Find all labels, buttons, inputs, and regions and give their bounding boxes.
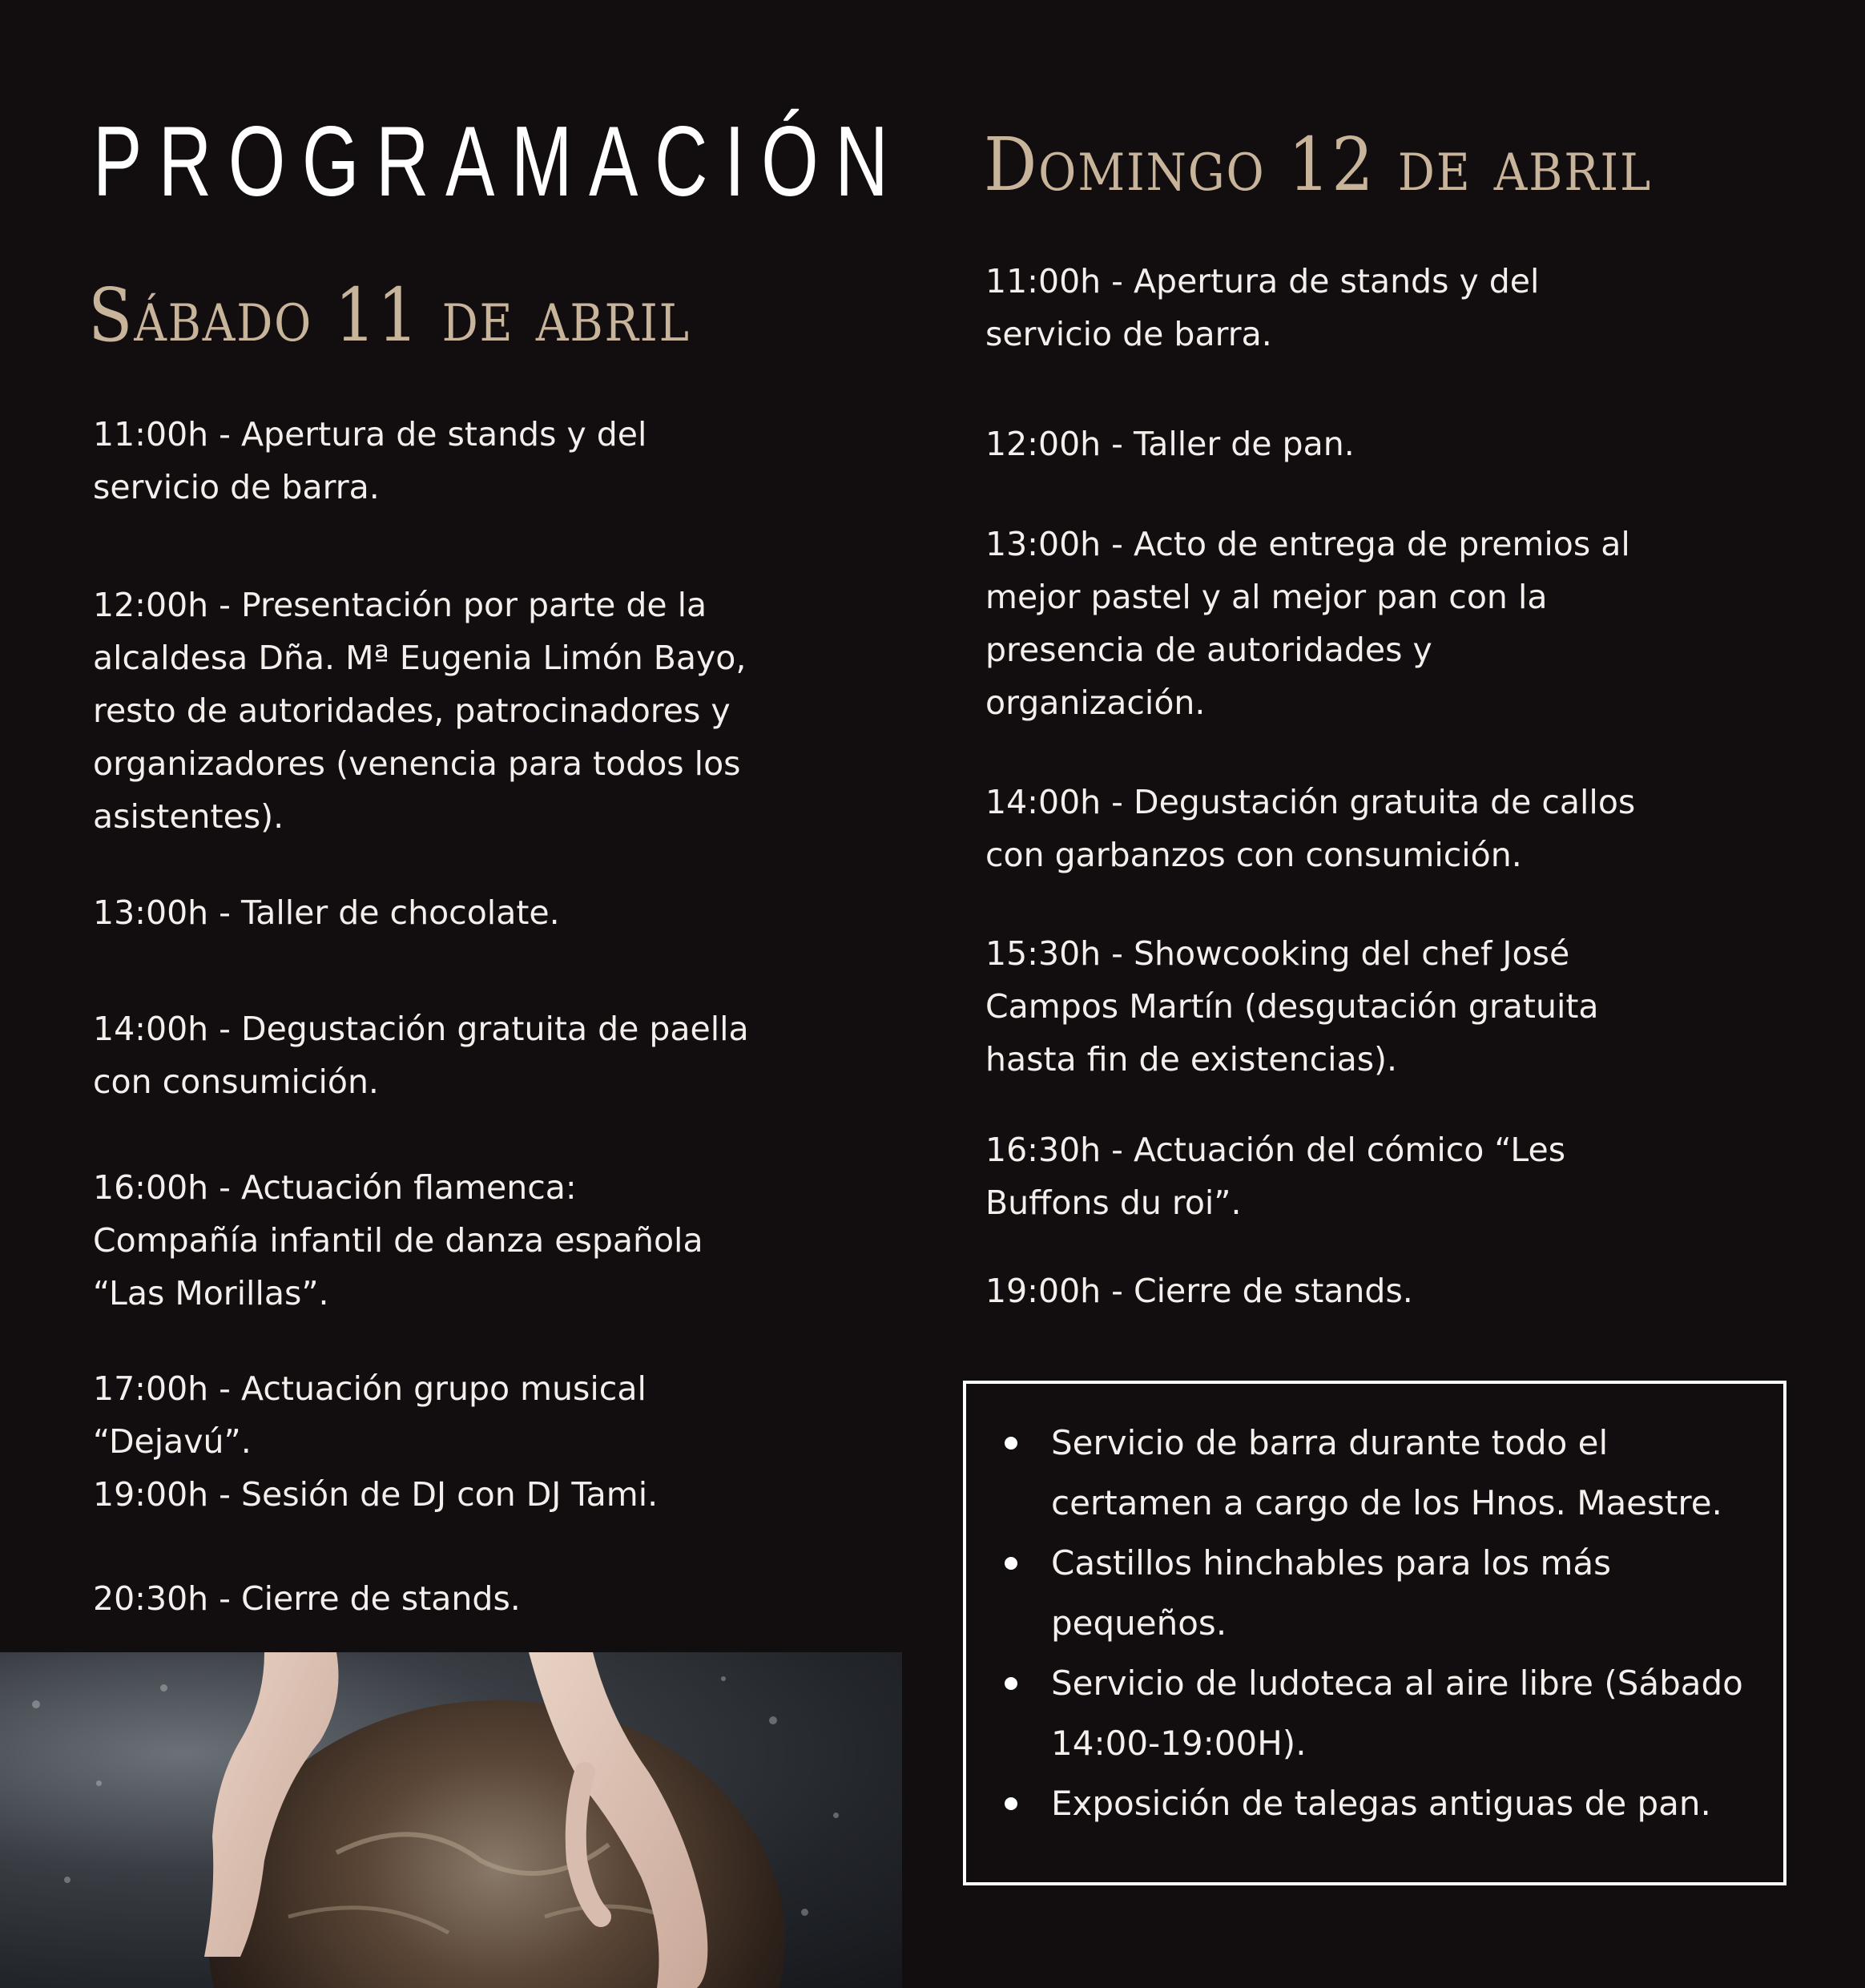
schedule-item: 17:00h - Actuación grupo musical “Dejavú”. [93, 1369, 647, 1461]
schedule-item: 13:00h - Taller de chocolate. [93, 893, 560, 932]
schedule-item: 20:30h - Cierre de stands. [93, 1579, 521, 1618]
bullet-icon [1005, 1557, 1017, 1570]
schedule-item: 12:00h - Taller de pan. [985, 425, 1355, 463]
info-item-text: Exposición de talegas antiguas de pan. [1051, 1784, 1711, 1823]
saturday-heading: Sábado 11 de abril [88, 272, 691, 358]
info-item-text: Servicio de ludoteca al aire libre (Sábado 14:00-19:00H). [1051, 1663, 1743, 1763]
info-item-text: Castillos hinchables para los más pequeños. [1051, 1543, 1611, 1643]
bullet-icon [1005, 1677, 1017, 1690]
schedule-item: 14:00h - Degustación gratuita de paella con consumición. [93, 1010, 749, 1101]
info-item [1005, 1533, 1774, 1653]
schedule-item: 14:00h - Degustación gratuita de callos con garbanzos con consumición. [985, 783, 1636, 874]
bullet-icon [1005, 1797, 1017, 1810]
info-list [1005, 1413, 1774, 1833]
bullet-icon [1005, 1437, 1017, 1450]
schedule-item: 16:00h - Actuación flamenca: Compañía infantil de danza española “Las Morillas”. [93, 1168, 703, 1313]
schedule-item: 19:00h - Cierre de stands. [985, 1272, 1413, 1310]
info-item [1005, 1773, 1774, 1833]
info-item-text: Servicio de barra durante todo el certamen a cargo de los Hnos. Maestre. [1051, 1423, 1722, 1522]
info-item [1005, 1413, 1774, 1533]
bread-in-hands-illustration [0, 1652, 902, 1988]
info-item [1005, 1653, 1774, 1773]
schedule-item: 11:00h - Apertura de stands y del servicio de barra. [93, 415, 647, 506]
schedule-item: 13:00h - Acto de entrega de premios al mejor pastel y al mejor pan con la presencia de autoridades y organización. [985, 525, 1630, 722]
bread-in-hands-photo [0, 1652, 902, 1988]
schedule-item: 12:00h - Presentación por parte de la alcaldesa Dña. Mª Eugenia Limón Bayo, resto de autoridades, patrocinadores y organizadores (venencia para todos los asistentes). [93, 586, 747, 836]
page-title: PROGRAMACIÓN [93, 107, 905, 217]
info-box [963, 1381, 1786, 1885]
schedule-item: 16:30h - Actuación del cómico “Les Buffons du roi”. [985, 1131, 1566, 1222]
schedule-item: 15:30h - Showcooking del chef José Campos Martín (desgutación gratuita hasta fin de existencias). [985, 934, 1599, 1079]
sunday-heading: Domingo 12 de abril [984, 122, 1653, 208]
schedule-item: 11:00h - Apertura de stands y del servicio de barra. [985, 262, 1540, 353]
schedule-item: 19:00h - Sesión de DJ con DJ Tami. [93, 1475, 659, 1514]
